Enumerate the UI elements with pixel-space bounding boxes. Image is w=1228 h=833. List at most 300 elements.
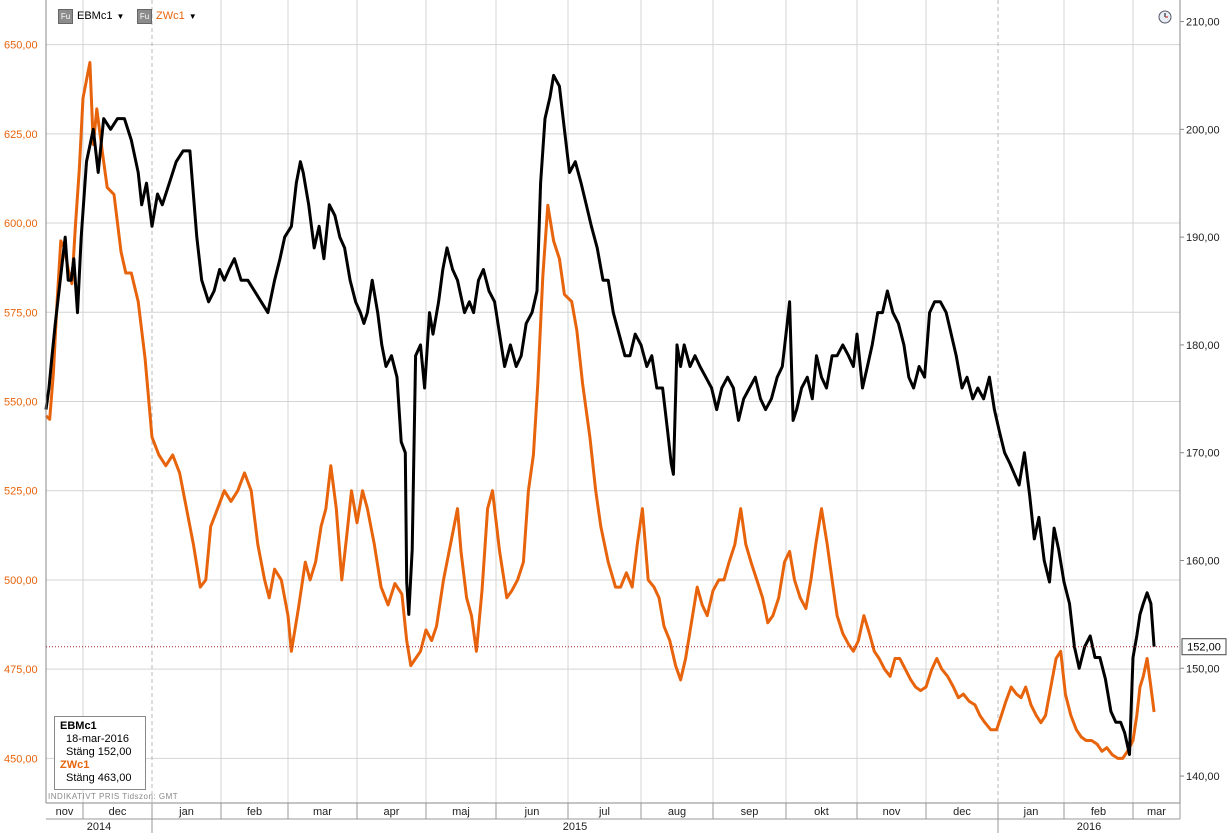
data-point-zwc1 — [298, 608, 300, 610]
data-point-ebmc1 — [406, 581, 408, 583]
data-point-ebmc1 — [826, 387, 828, 389]
data-point-ebmc1 — [1124, 732, 1126, 734]
data-point-zwc1 — [571, 301, 573, 303]
data-point-zwc1 — [653, 586, 655, 588]
data-point-ebmc1 — [494, 301, 496, 303]
data-point-zwc1 — [582, 383, 584, 385]
data-point-zwc1 — [762, 597, 764, 599]
data-point-ebmc1 — [400, 441, 402, 443]
data-point-ebmc1 — [580, 182, 582, 184]
data-point-zwc1 — [71, 283, 73, 285]
data-point-zwc1 — [915, 686, 917, 688]
data-point-ebmc1 — [80, 236, 82, 238]
chart-grid — [46, 0, 1180, 803]
data-point-ebmc1 — [776, 376, 778, 378]
data-point-zwc1 — [374, 544, 376, 546]
data-point-ebmc1 — [1069, 603, 1071, 605]
data-point-ebmc1 — [408, 614, 410, 616]
data-point-ebmc1 — [727, 376, 729, 378]
data-point-ebmc1 — [415, 355, 417, 357]
data-point-zwc1 — [663, 626, 665, 628]
data-point-ebmc1 — [667, 430, 669, 432]
right-axis-tick-label: 180,00 — [1186, 339, 1220, 352]
data-point-ebmc1 — [670, 463, 672, 465]
data-point-zwc1 — [675, 665, 677, 667]
data-point-zwc1 — [523, 561, 525, 563]
data-point-ebmc1 — [48, 387, 50, 389]
data-point-ebmc1 — [856, 333, 858, 335]
x-axis-month-label: mar — [1147, 806, 1166, 818]
data-point-zwc1 — [511, 590, 513, 592]
data-point-ebmc1 — [945, 312, 947, 314]
data-point-zwc1 — [1096, 743, 1098, 745]
data-point-zwc1 — [305, 561, 307, 563]
data-point-ebmc1 — [438, 301, 440, 303]
data-point-zwc1 — [537, 383, 539, 385]
data-point-ebmc1 — [1014, 474, 1016, 476]
legend-series2-close: Stäng 463,00 — [66, 772, 132, 784]
data-point-zwc1 — [905, 668, 907, 670]
data-point-zwc1 — [691, 622, 693, 624]
x-axis-month-label: feb — [246, 806, 263, 818]
series-line-zwc1 — [46, 63, 1154, 759]
data-point-ebmc1 — [157, 193, 159, 195]
data-point-ebmc1 — [699, 366, 701, 368]
data-point-ebmc1 — [934, 301, 936, 303]
data-point-zwc1 — [941, 668, 943, 670]
series1-selector[interactable] — [58, 8, 124, 24]
right-axis-tick-label: 200,00 — [1186, 124, 1220, 137]
data-point-ebmc1 — [1120, 721, 1122, 723]
data-point-zwc1 — [1040, 722, 1042, 724]
data-point-ebmc1 — [151, 226, 153, 228]
data-point-ebmc1 — [124, 118, 126, 120]
data-point-zwc1 — [745, 544, 747, 546]
x-axis-month-label: okt — [814, 806, 829, 818]
data-point-ebmc1 — [877, 312, 879, 314]
data-point-zwc1 — [658, 597, 660, 599]
legend-date: 18-mar-2016 — [66, 733, 129, 745]
data-point-zwc1 — [517, 579, 519, 581]
data-point-zwc1 — [1025, 686, 1027, 688]
data-point-ebmc1 — [446, 247, 448, 249]
data-point-ebmc1 — [429, 312, 431, 314]
data-point-zwc1 — [842, 633, 844, 635]
data-point-ebmc1 — [55, 323, 57, 325]
data-point-ebmc1 — [673, 474, 675, 476]
data-point-zwc1 — [315, 561, 317, 563]
data-point-ebmc1 — [64, 236, 66, 238]
data-point-zwc1 — [1065, 693, 1067, 695]
data-point-ebmc1 — [323, 258, 325, 260]
data-point-ebmc1 — [367, 312, 369, 314]
data-point-zwc1 — [685, 658, 687, 660]
data-point-ebmc1 — [274, 279, 276, 281]
data-point-zwc1 — [1005, 701, 1007, 703]
data-point-ebmc1 — [103, 118, 105, 120]
data-point-zwc1 — [920, 690, 922, 692]
data-point-zwc1 — [224, 490, 226, 492]
data-point-ebmc1 — [329, 204, 331, 206]
data-point-ebmc1 — [504, 366, 506, 368]
right-axis-tick-label: 210,00 — [1186, 16, 1220, 29]
data-point-ebmc1 — [247, 279, 249, 281]
data-point-zwc1 — [75, 222, 77, 224]
current-value-label: 152,00 — [1187, 641, 1221, 654]
data-point-zwc1 — [144, 358, 146, 360]
data-point-ebmc1 — [634, 333, 636, 335]
data-point-zwc1 — [821, 508, 823, 510]
data-point-ebmc1 — [765, 409, 767, 411]
data-point-zwc1 — [1070, 715, 1072, 717]
series1-symbol: EBMc1 — [77, 10, 113, 22]
data-point-ebmc1 — [291, 226, 293, 228]
data-point-ebmc1 — [525, 323, 527, 325]
data-point-ebmc1 — [213, 290, 215, 292]
data-point-zwc1 — [450, 544, 452, 546]
data-point-ebmc1 — [553, 75, 555, 77]
data-point-zwc1 — [931, 668, 933, 670]
x-axis-month-label: feb — [1090, 806, 1107, 818]
data-point-ebmc1 — [234, 258, 236, 260]
data-point-ebmc1 — [1146, 592, 1148, 594]
data-point-ebmc1 — [782, 366, 784, 368]
data-point-zwc1 — [210, 526, 212, 528]
x-axis-month-label: aug — [667, 806, 687, 818]
data-point-zwc1 — [789, 551, 791, 553]
data-point-ebmc1 — [629, 355, 631, 357]
data-point-zwc1 — [884, 668, 886, 670]
data-point-ebmc1 — [457, 279, 459, 281]
data-point-ebmc1 — [1136, 635, 1138, 637]
data-point-ebmc1 — [903, 344, 905, 346]
data-point-ebmc1 — [892, 312, 894, 314]
data-point-zwc1 — [559, 258, 561, 260]
data-point-zwc1 — [257, 544, 259, 546]
left-axis-tick-label: 600,00 — [4, 218, 38, 231]
data-point-ebmc1 — [676, 344, 678, 346]
right-axis-tick-label: 170,00 — [1186, 447, 1220, 460]
data-point-zwc1 — [125, 272, 127, 274]
data-point-zwc1 — [186, 508, 188, 510]
chart-axes — [4, 0, 1226, 833]
data-point-zwc1 — [836, 615, 838, 617]
chart-series-layer — [45, 62, 1155, 760]
data-point-zwc1 — [137, 301, 139, 303]
data-point-ebmc1 — [1094, 657, 1096, 659]
x-axis-month-label: apr — [383, 806, 400, 818]
data-point-ebmc1 — [201, 279, 203, 281]
data-point-ebmc1 — [478, 279, 480, 281]
data-point-zwc1 — [600, 526, 602, 528]
data-point-zwc1 — [878, 658, 880, 660]
data-point-zwc1 — [96, 108, 98, 110]
data-point-ebmc1 — [705, 376, 707, 378]
data-point-zwc1 — [936, 658, 938, 660]
data-point-ebmc1 — [607, 279, 609, 281]
data-point-ebmc1 — [391, 355, 393, 357]
data-point-zwc1 — [1143, 676, 1145, 678]
data-point-zwc1 — [431, 640, 433, 642]
data-point-zwc1 — [406, 640, 408, 642]
data-point-zwc1 — [49, 419, 51, 421]
data-point-ebmc1 — [1049, 581, 1051, 583]
data-point-ebmc1 — [189, 150, 191, 152]
series2-selector[interactable] — [137, 8, 197, 24]
data-point-zwc1 — [712, 590, 714, 592]
data-point-ebmc1 — [1129, 754, 1131, 756]
data-point-ebmc1 — [853, 366, 855, 368]
data-point-ebmc1 — [254, 290, 256, 292]
left-axis-tick-label: 450,00 — [4, 753, 38, 766]
data-point-zwc1 — [1030, 704, 1032, 706]
chevron-down-icon: ▼ — [188, 11, 197, 21]
data-point-ebmc1 — [831, 355, 833, 357]
data-point-ebmc1 — [385, 366, 387, 368]
data-point-ebmc1 — [1139, 614, 1141, 616]
x-axis-month-label: maj — [452, 806, 470, 818]
data-point-ebmc1 — [796, 409, 798, 411]
data-point-zwc1 — [553, 240, 555, 242]
data-point-zwc1 — [1076, 729, 1078, 731]
data-point-ebmc1 — [1132, 657, 1134, 659]
data-point-ebmc1 — [966, 376, 968, 378]
data-point-ebmc1 — [169, 182, 171, 184]
data-point-zwc1 — [740, 508, 742, 510]
data-point-ebmc1 — [308, 204, 310, 206]
data-point-zwc1 — [1085, 740, 1087, 742]
data-point-ebmc1 — [442, 269, 444, 271]
data-point-zwc1 — [1091, 740, 1093, 742]
data-point-ebmc1 — [284, 236, 286, 238]
data-point-ebmc1 — [141, 204, 143, 206]
data-point-zwc1 — [205, 579, 207, 581]
data-point-zwc1 — [1045, 715, 1047, 717]
data-point-zwc1 — [309, 579, 311, 581]
data-point-zwc1 — [528, 490, 530, 492]
data-point-zwc1 — [984, 722, 986, 724]
data-point-ebmc1 — [913, 387, 915, 389]
data-point-ebmc1 — [961, 387, 963, 389]
data-point-ebmc1 — [575, 161, 577, 163]
data-point-zwc1 — [250, 490, 252, 492]
data-point-ebmc1 — [58, 290, 60, 292]
data-point-zwc1 — [268, 597, 270, 599]
data-point-ebmc1 — [515, 366, 517, 368]
right-axis-tick-label: 160,00 — [1186, 555, 1220, 568]
data-point-zwc1 — [351, 490, 353, 492]
data-point-ebmc1 — [1018, 484, 1020, 486]
data-point-zwc1 — [1112, 754, 1114, 756]
data-point-zwc1 — [794, 579, 796, 581]
data-point-zwc1 — [756, 579, 758, 581]
data-point-ebmc1 — [549, 96, 551, 98]
data-point-ebmc1 — [792, 420, 794, 422]
data-point-ebmc1 — [559, 85, 561, 87]
series-line-ebmc1 — [46, 75, 1154, 754]
data-point-zwc1 — [291, 651, 293, 653]
data-point-ebmc1 — [420, 344, 422, 346]
data-point-ebmc1 — [1029, 495, 1031, 497]
legend-series1-close: Stäng 152,00 — [66, 746, 132, 758]
data-point-ebmc1 — [871, 344, 873, 346]
data-point-zwc1 — [200, 586, 202, 588]
data-point-zwc1 — [1132, 740, 1134, 742]
data-point-zwc1 — [547, 204, 549, 206]
data-point-zwc1 — [734, 544, 736, 546]
data-point-zwc1 — [1150, 686, 1152, 688]
data-point-ebmc1 — [771, 398, 773, 400]
data-point-zwc1 — [481, 590, 483, 592]
data-point-zwc1 — [151, 436, 153, 438]
data-point-ebmc1 — [318, 226, 320, 228]
data-point-ebmc1 — [836, 355, 838, 357]
fu-badge-icon: Fu — [58, 9, 73, 24]
data-point-ebmc1 — [918, 366, 920, 368]
data-point-zwc1 — [1139, 686, 1141, 688]
data-point-ebmc1 — [488, 290, 490, 292]
data-point-zwc1 — [718, 579, 720, 581]
data-point-zwc1 — [874, 651, 876, 653]
x-axis-month-label: nov — [882, 806, 901, 818]
data-point-ebmc1 — [381, 344, 383, 346]
left-axis-tick-label: 575,00 — [4, 307, 38, 320]
legend-series1-name: EBMc1 — [60, 720, 97, 732]
data-point-zwc1 — [974, 704, 976, 706]
data-point-ebmc1 — [70, 279, 72, 281]
data-point-zwc1 — [325, 508, 327, 510]
data-point-zwc1 — [179, 472, 181, 474]
data-point-ebmc1 — [411, 549, 413, 551]
data-point-zwc1 — [533, 454, 535, 456]
data-point-zwc1 — [466, 597, 468, 599]
data-point-zwc1 — [706, 615, 708, 617]
data-point-zwc1 — [889, 676, 891, 678]
data-point-zwc1 — [415, 658, 417, 660]
data-point-ebmc1 — [1053, 527, 1055, 529]
data-point-zwc1 — [193, 544, 195, 546]
data-point-zwc1 — [947, 676, 949, 678]
data-point-ebmc1 — [208, 301, 210, 303]
data-point-zwc1 — [925, 686, 927, 688]
data-point-ebmc1 — [683, 344, 685, 346]
data-point-ebmc1 — [640, 344, 642, 346]
data-point-zwc1 — [79, 169, 81, 171]
data-point-zwc1 — [89, 62, 91, 64]
data-point-ebmc1 — [228, 269, 230, 271]
data-point-zwc1 — [1060, 651, 1062, 653]
data-point-ebmc1 — [360, 312, 362, 314]
data-point-ebmc1 — [1110, 711, 1112, 713]
data-point-zwc1 — [281, 579, 283, 581]
data-point-zwc1 — [701, 604, 703, 606]
data-point-ebmc1 — [898, 323, 900, 325]
data-point-ebmc1 — [801, 387, 803, 389]
data-point-ebmc1 — [624, 355, 626, 357]
data-point-zwc1 — [815, 544, 817, 546]
data-point-ebmc1 — [887, 290, 889, 292]
data-point-ebmc1 — [313, 247, 315, 249]
data-point-ebmc1 — [110, 129, 112, 131]
data-point-zwc1 — [910, 679, 912, 681]
clock-icon[interactable] — [1158, 10, 1172, 24]
data-point-zwc1 — [1036, 715, 1038, 717]
data-point-zwc1 — [810, 579, 812, 581]
data-point-zwc1 — [53, 372, 55, 374]
data-point-zwc1 — [778, 597, 780, 599]
data-point-zwc1 — [595, 490, 597, 492]
data-point-ebmc1 — [536, 290, 538, 292]
data-point-zwc1 — [436, 626, 438, 628]
data-point-ebmc1 — [591, 226, 593, 228]
data-point-ebmc1 — [344, 247, 346, 249]
data-point-ebmc1 — [131, 139, 133, 141]
data-point-ebmc1 — [680, 366, 682, 368]
data-point-zwc1 — [172, 454, 174, 456]
data-point-ebmc1 — [1143, 603, 1145, 605]
data-point-ebmc1 — [260, 301, 262, 303]
fu-badge-icon: Fu — [137, 9, 152, 24]
data-point-ebmc1 — [999, 430, 1001, 432]
data-point-ebmc1 — [596, 247, 598, 249]
data-point-ebmc1 — [62, 258, 64, 260]
left-axis-tick-label: 475,00 — [4, 664, 38, 677]
data-point-ebmc1 — [77, 312, 79, 314]
data-point-zwc1 — [696, 586, 698, 588]
data-point-ebmc1 — [67, 279, 69, 281]
data-point-zwc1 — [607, 561, 609, 563]
data-point-ebmc1 — [224, 279, 226, 281]
data-point-zwc1 — [542, 276, 544, 278]
x-axis-year-label: 2016 — [1076, 821, 1102, 833]
data-point-ebmc1 — [1004, 452, 1006, 454]
data-point-ebmc1 — [749, 387, 751, 389]
data-point-ebmc1 — [743, 398, 745, 400]
data-point-ebmc1 — [662, 387, 664, 389]
data-point-zwc1 — [362, 490, 364, 492]
data-point-ebmc1 — [363, 323, 365, 325]
data-point-ebmc1 — [93, 129, 95, 131]
data-point-ebmc1 — [1150, 603, 1152, 605]
data-point-zwc1 — [805, 608, 807, 610]
data-point-ebmc1 — [711, 387, 713, 389]
data-point-zwc1 — [750, 561, 752, 563]
data-point-ebmc1 — [520, 355, 522, 357]
data-point-ebmc1 — [51, 360, 53, 362]
left-axis-tick-label: 500,00 — [4, 574, 38, 587]
data-point-zwc1 — [620, 586, 622, 588]
data-point-ebmc1 — [908, 376, 910, 378]
left-axis-tick-label: 550,00 — [4, 396, 38, 409]
data-point-zwc1 — [996, 729, 998, 731]
data-point-ebmc1 — [569, 172, 571, 174]
data-point-ebmc1 — [656, 387, 658, 389]
data-point-ebmc1 — [955, 355, 957, 357]
data-point-ebmc1 — [349, 279, 351, 281]
data-point-zwc1 — [576, 329, 578, 331]
data-point-zwc1 — [799, 597, 801, 599]
series2-symbol: ZWc1 — [156, 10, 185, 22]
data-point-zwc1 — [669, 640, 671, 642]
chevron-down-icon: ▼ — [116, 11, 125, 21]
data-point-ebmc1 — [694, 355, 696, 357]
left-axis-tick-label: 625,00 — [4, 128, 38, 141]
data-point-ebmc1 — [279, 258, 281, 260]
legend-series2-name: ZWc1 — [60, 759, 90, 771]
data-point-zwc1 — [330, 465, 332, 467]
data-point-zwc1 — [728, 561, 730, 563]
data-point-zwc1 — [1050, 686, 1052, 688]
